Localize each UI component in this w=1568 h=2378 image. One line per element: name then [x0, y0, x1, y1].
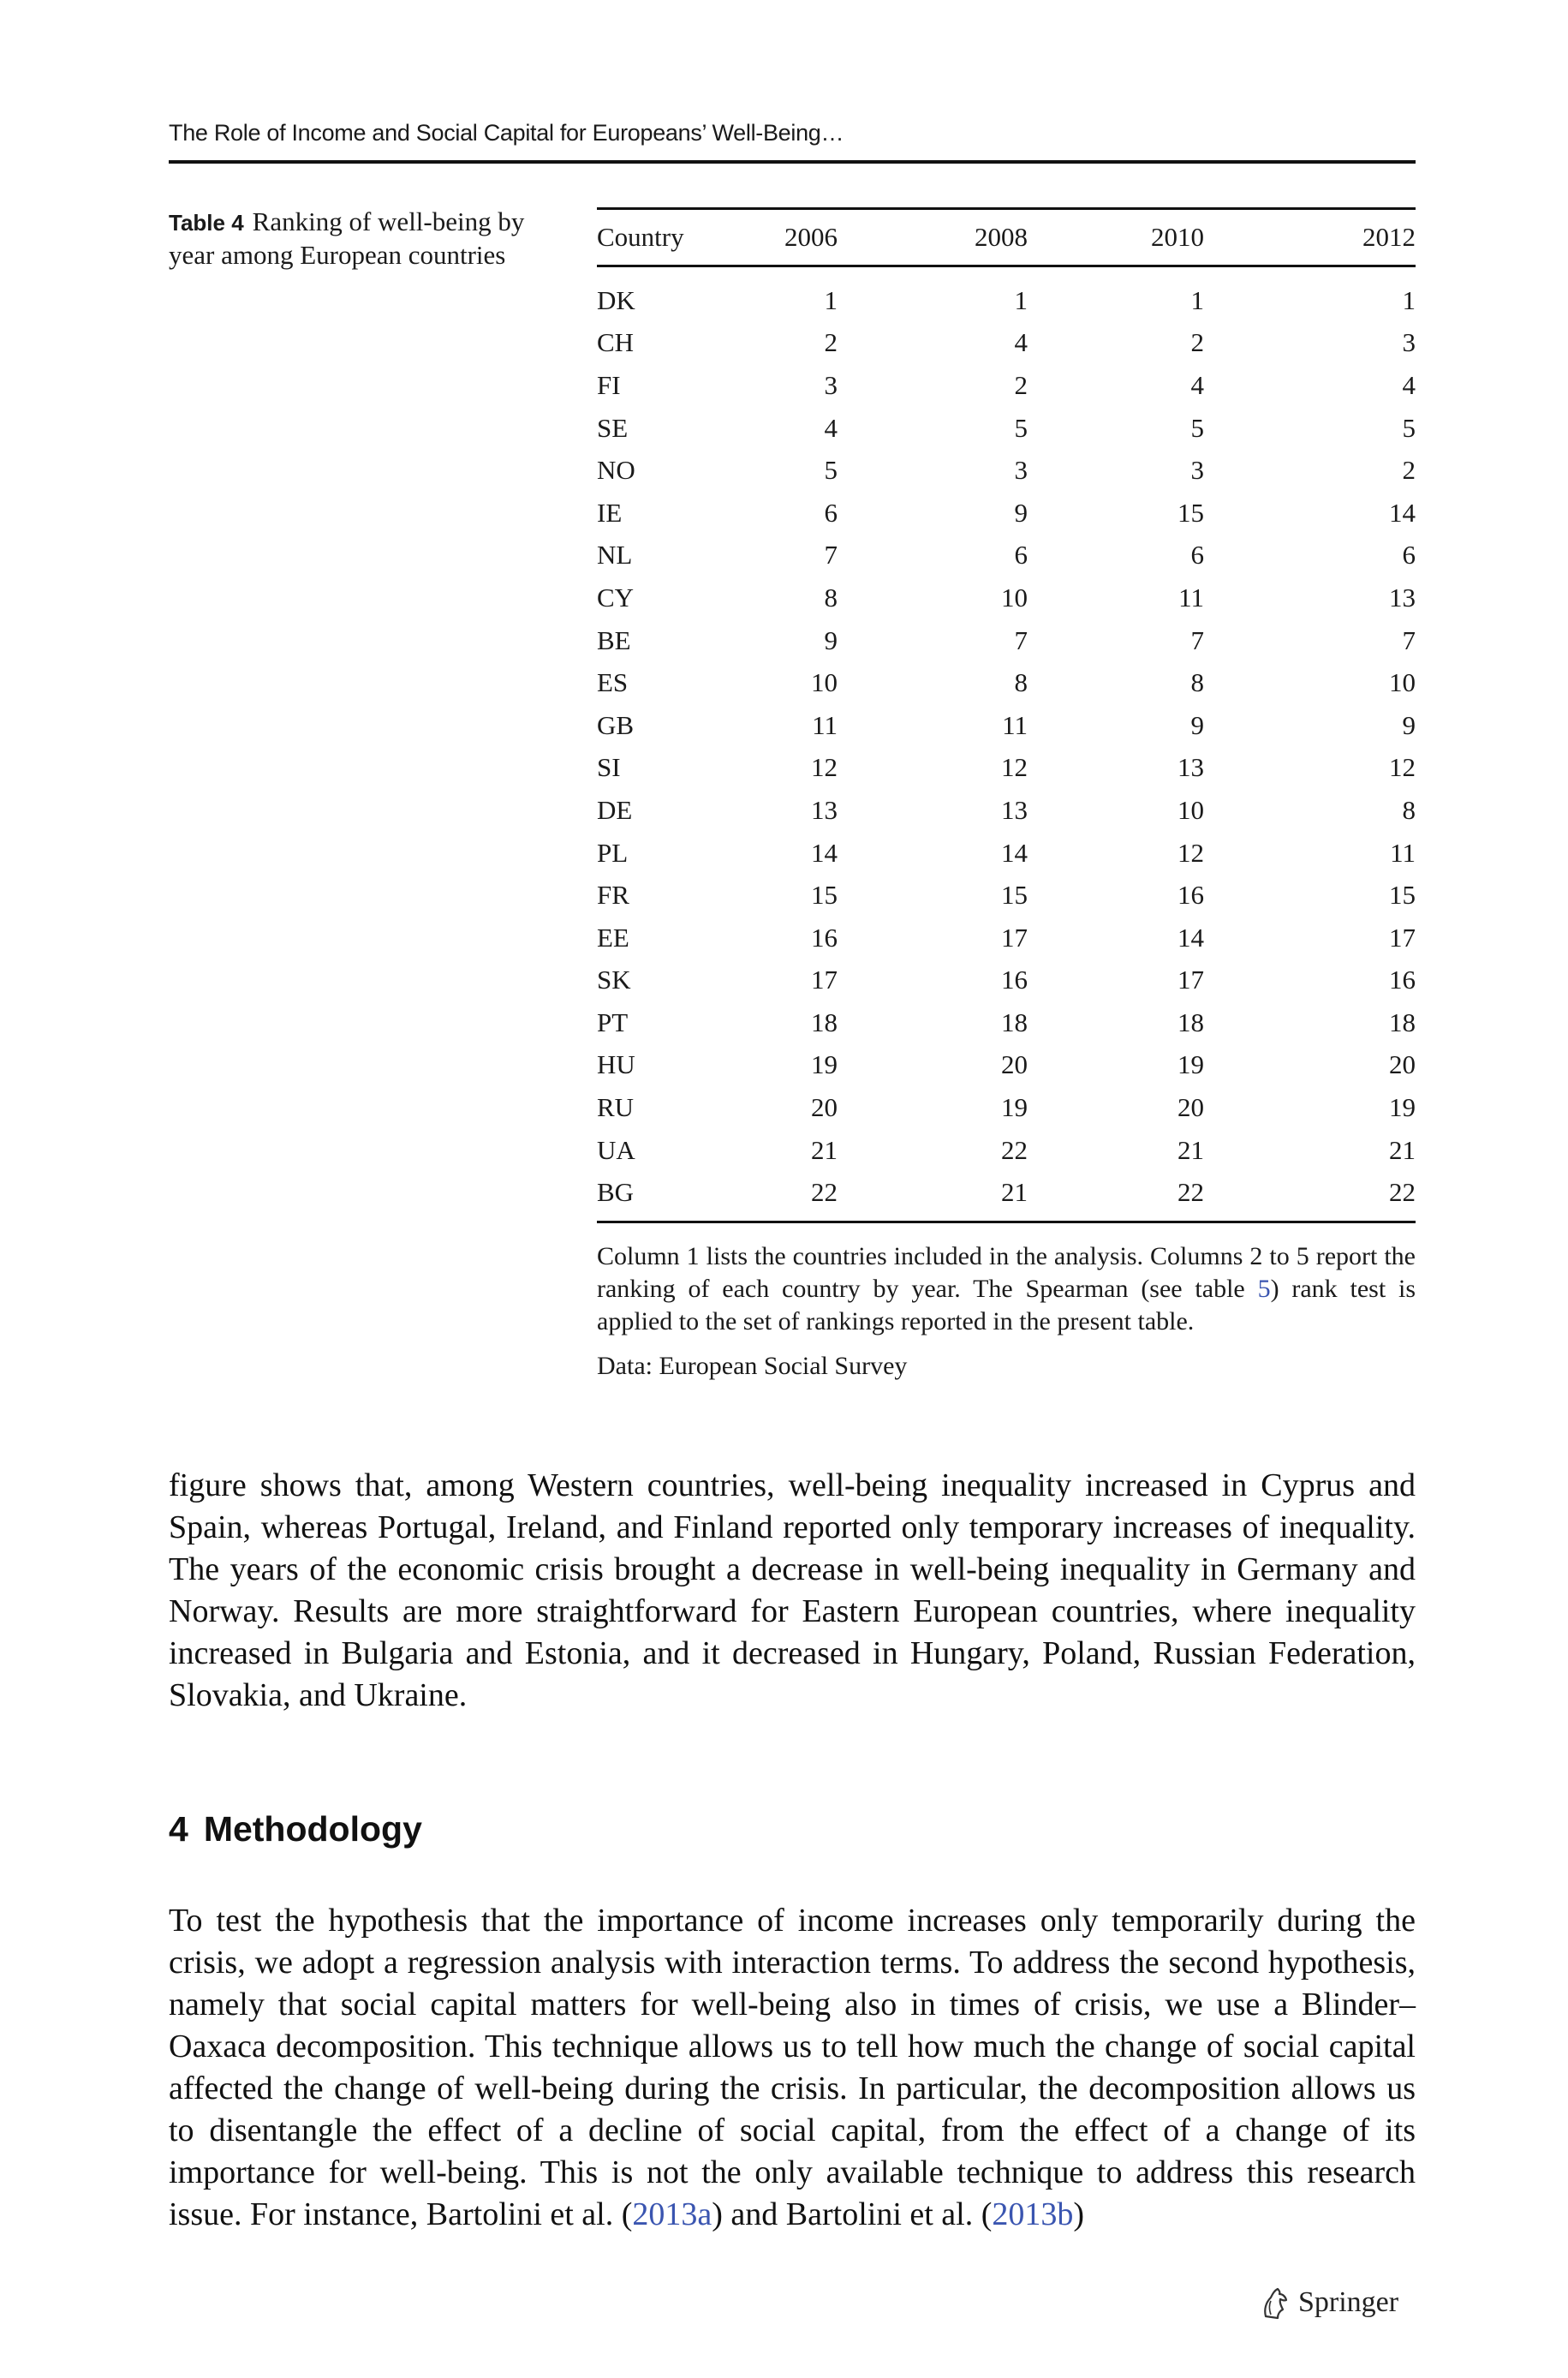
country-cell: NL — [597, 540, 633, 571]
rank-cell: 22 — [1028, 1171, 1204, 1222]
rank-cell: 19 — [1389, 1092, 1416, 1123]
country-cell: PL — [597, 837, 629, 868]
running-head: The Role of Income and Social Capital for Europeans’ Well-Being… — [169, 120, 844, 146]
rank-cell: 7 — [824, 540, 838, 571]
citation-2013a-link[interactable]: 2013a — [632, 2196, 712, 2232]
rank-cell: 22 — [1204, 1171, 1416, 1222]
rank-cell: 19 — [811, 1049, 838, 1080]
country-cell: CH — [597, 327, 635, 358]
country-cell: BG — [597, 1171, 768, 1222]
rank-cell: 6 — [1014, 540, 1028, 571]
rank-cell: 14 — [1001, 837, 1028, 868]
country-cell: HU — [597, 1049, 635, 1080]
table-5-link[interactable]: 5 — [1257, 1275, 1271, 1303]
rank-cell: 4 — [824, 412, 838, 443]
country-cell: DE — [597, 794, 633, 825]
rank-cell: 9 — [1190, 709, 1204, 740]
table-row — [597, 1001, 1416, 1044]
country-cell: CY — [597, 582, 635, 612]
column-header: 2006 — [768, 209, 838, 266]
rank-cell: 7 — [1014, 624, 1028, 655]
table-row — [597, 449, 1416, 492]
ranking-table-wrapper — [597, 207, 1416, 1223]
rank-cell: 9 — [1014, 497, 1028, 528]
rank-cell: 8 — [1190, 667, 1204, 698]
table-row — [597, 407, 1416, 450]
rank-cell: 12 — [811, 752, 838, 783]
rank-cell: 17 — [1389, 922, 1416, 953]
rank-cell: 19 — [1001, 1092, 1028, 1123]
table-caption — [169, 206, 537, 272]
rank-cell: 3 — [824, 369, 838, 400]
table-header-row — [597, 209, 1416, 266]
rank-cell: 13 — [811, 794, 838, 825]
country-cell: ES — [597, 667, 629, 698]
rank-cell: 11 — [1178, 582, 1204, 612]
country-cell: SK — [597, 965, 631, 995]
table-row — [597, 1129, 1416, 1172]
country-cell: IE — [597, 497, 623, 528]
rank-cell: 2 — [1190, 327, 1204, 358]
rank-cell: 10 — [1177, 794, 1204, 825]
rank-cell: 3 — [1190, 455, 1204, 486]
rank-cell: 19 — [1177, 1049, 1204, 1080]
rank-cell: 18 — [1001, 1007, 1028, 1037]
table-source: Data: European Social Survey — [597, 1352, 908, 1380]
rank-cell: 22 — [1001, 1134, 1028, 1165]
table-footnote — [597, 1240, 1416, 1383]
table-row — [597, 959, 1416, 1002]
rank-cell: 9 — [1402, 709, 1416, 740]
country-cell: PT — [597, 1007, 629, 1037]
rank-cell: 10 — [811, 667, 838, 698]
rank-cell: 9 — [824, 624, 838, 655]
table-row — [597, 492, 1416, 535]
rank-cell: 1 — [824, 284, 838, 315]
table-row — [597, 322, 1416, 365]
rank-cell: 7 — [1190, 624, 1204, 655]
rank-cell: 21 — [1389, 1134, 1416, 1165]
country-cell: UA — [597, 1134, 635, 1165]
rank-cell: 17 — [811, 965, 838, 995]
rank-cell: 18 — [1389, 1007, 1416, 1037]
rank-cell: 3 — [1402, 327, 1416, 358]
column-header: 2012 — [1204, 209, 1416, 266]
table-row — [597, 917, 1416, 959]
rank-cell: 13 — [1177, 752, 1204, 783]
rank-cell: 10 — [1001, 582, 1028, 612]
rank-cell: 20 — [1177, 1092, 1204, 1123]
rank-cell: 4 — [1402, 369, 1416, 400]
springer-horse-icon — [1259, 2285, 1291, 2320]
rank-cell: 8 — [824, 582, 838, 612]
rank-cell: 1 — [1190, 284, 1204, 315]
country-cell: DK — [597, 284, 635, 315]
rank-cell: 6 — [824, 497, 838, 528]
rank-cell: 20 — [1389, 1049, 1416, 1080]
country-cell: SI — [597, 752, 621, 783]
rank-cell: 4 — [1190, 369, 1204, 400]
rank-cell: 21 — [838, 1171, 1028, 1222]
country-cell: GB — [597, 709, 635, 740]
rank-cell: 2 — [1402, 455, 1416, 486]
rank-cell: 3 — [1014, 455, 1028, 486]
rank-cell: 2 — [1014, 369, 1028, 400]
section-title: Methodology — [203, 1809, 422, 1849]
rank-cell: 20 — [1001, 1049, 1028, 1080]
rank-cell: 15 — [1389, 880, 1416, 911]
section-number: 4 — [169, 1809, 188, 1849]
table-note-text: Column 1 lists the countries included in the analysis. Columns 2 to 5 report the ranking of each country by year. The Spearman (see table 5) rank test is applied to the set of rankings reported in the present table. — [597, 1242, 1416, 1335]
country-cell: SE — [597, 412, 629, 443]
rank-cell: 16 — [1389, 965, 1416, 995]
column-header: Country — [597, 209, 768, 266]
publisher-name: Springer — [1298, 2286, 1399, 2318]
rank-cell: 21 — [1177, 1134, 1204, 1165]
rank-cell: 1 — [1402, 284, 1416, 315]
rank-cell: 18 — [811, 1007, 838, 1037]
country-cell: BE — [597, 624, 631, 655]
header-rule — [169, 160, 1416, 164]
rank-cell: 11 — [1390, 837, 1416, 868]
rank-cell: 5 — [1402, 412, 1416, 443]
rank-cell: 7 — [1402, 624, 1416, 655]
table-body — [597, 266, 1416, 1222]
table-row — [597, 577, 1416, 619]
rank-cell: 4 — [1014, 327, 1028, 358]
rank-cell: 20 — [811, 1092, 838, 1123]
rank-cell: 13 — [1001, 794, 1028, 825]
rank-cell: 11 — [1002, 709, 1028, 740]
table-row — [597, 1044, 1416, 1087]
citation-2013b-link[interactable]: 2013b — [992, 2196, 1074, 2232]
rank-cell: 5 — [1190, 412, 1204, 443]
rank-cell: 15 — [811, 880, 838, 911]
table-row — [597, 1086, 1416, 1129]
table-label: Table 4 — [169, 210, 244, 236]
rank-cell: 22 — [768, 1171, 838, 1222]
rank-cell: 11 — [812, 709, 838, 740]
publisher-logo — [1259, 2285, 1398, 2320]
rank-cell: 21 — [811, 1134, 838, 1165]
table-row — [597, 747, 1416, 790]
ranking-table — [597, 207, 1416, 1223]
body-paragraph: figure shows that, among Western countries, well-being inequality increased in Cyprus and Spain, whereas Portugal, Ireland, and Finland reported only temporary increases of inequality. The years of the economic crisis brought a decrease in well-being inequality in Germany and Norway. Results are more straightforward for Eastern European countries, where inequality increased in Bulgaria and Estonia, and it decreased in Hungary, Poland, Russian Federation, Slovakia, and Ukraine. — [169, 1467, 1416, 1713]
rank-cell: 13 — [1389, 582, 1416, 612]
table-row — [597, 1171, 1416, 1222]
rank-cell: 2 — [824, 327, 838, 358]
country-cell: RU — [597, 1092, 635, 1123]
rank-cell: 6 — [1402, 540, 1416, 571]
column-header: 2008 — [838, 209, 1028, 266]
table-row — [597, 704, 1416, 747]
table-caption-text: Ranking of well-being by year among European countries — [169, 206, 525, 270]
country-cell: NO — [597, 455, 635, 486]
rank-cell: 16 — [1001, 965, 1028, 995]
column-header: 2010 — [1028, 209, 1204, 266]
rank-cell: 5 — [824, 455, 838, 486]
rank-cell: 12 — [1389, 752, 1416, 783]
rank-cell: 5 — [1014, 412, 1028, 443]
table-row — [597, 535, 1416, 577]
rank-cell: 14 — [811, 837, 838, 868]
rank-cell: 12 — [1177, 837, 1204, 868]
table-row — [597, 661, 1416, 704]
rank-cell: 1 — [1014, 284, 1028, 315]
table-row — [597, 619, 1416, 662]
country-cell: EE — [597, 922, 629, 953]
table-row — [597, 832, 1416, 875]
rank-cell: 8 — [1014, 667, 1028, 698]
rank-cell: 18 — [1177, 1007, 1204, 1037]
rank-cell: 14 — [1177, 922, 1204, 953]
rank-cell: 6 — [1190, 540, 1204, 571]
rank-cell: 15 — [1177, 497, 1204, 528]
rank-cell: 16 — [1177, 880, 1204, 911]
country-cell: FR — [597, 880, 629, 911]
country-cell: FI — [597, 369, 621, 400]
rank-cell: 17 — [1177, 965, 1204, 995]
table-row — [597, 874, 1416, 917]
section-heading — [169, 1809, 422, 1849]
table-row — [597, 789, 1416, 832]
table-row — [597, 266, 1416, 322]
rank-cell: 12 — [1001, 752, 1028, 783]
rank-cell: 15 — [1001, 880, 1028, 911]
table-row — [597, 364, 1416, 407]
rank-cell: 16 — [811, 922, 838, 953]
rank-cell: 10 — [1389, 667, 1416, 698]
rank-cell: 17 — [1001, 922, 1028, 953]
rank-cell: 14 — [1389, 497, 1416, 528]
rank-cell: 8 — [1402, 794, 1416, 825]
body-paragraph: To test the hypothesis that the importance of income increases only temporarily during the crisis, we adopt a regression analysis with interaction terms. To address the second hypothesis, namely that social capital matters for well-being also in times of crisis, we use a Blinder–Oaxaca decomposition. This technique allows us to tell how much the change of social capital affected the change of well-being during the crisis. In particular, the decomposition allows us to disentangle the effect of a decline of social capital, from the effect of a change of its importance for well-being. This is not the only available technique to address this research issue. For instance, Bartolini et al. (2013a) and Bartolini et al. (2013b) — [169, 1903, 1416, 2232]
